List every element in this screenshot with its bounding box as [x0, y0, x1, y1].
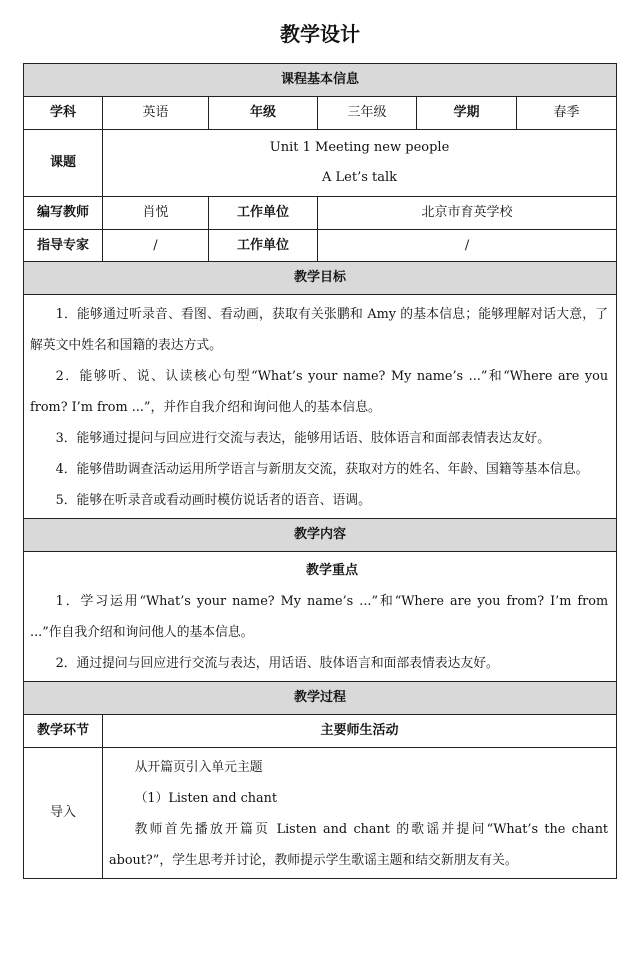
key-points-label: 教学重点	[306, 563, 359, 578]
content-body	[24, 552, 617, 682]
teacher-value: 肖悦	[103, 197, 209, 230]
goal-item-5: 5．能够在听录音或看动画时模仿说话者的语音、语调。	[55, 493, 371, 508]
activity-line-2: （1）Listen and chant	[134, 791, 278, 806]
goal-item-1: 1．能够通过听录音、看图、看动画，获取有关张鹏和 Amy 的基本信息；能够理解对话大意，了解英文中姓名和国籍的表达方式。	[30, 307, 609, 353]
topic-line-2: A Let’s talk	[322, 170, 398, 185]
activity-line-1: 从开篇页引入单元主题	[134, 760, 263, 775]
subject-label: 学科	[24, 97, 103, 130]
topic-label: 课题	[24, 130, 103, 197]
section-header-process: 教学过程	[24, 682, 617, 715]
activity-column-header: 主要师生活动	[103, 715, 617, 748]
expert-label: 指导专家	[24, 230, 103, 262]
teacher-unit-label: 工作单位	[209, 197, 318, 230]
section-header-content: 教学内容	[24, 519, 617, 552]
section-header-goals: 教学目标	[24, 262, 617, 295]
goal-item-3: 3．能够通过提问与回应进行交流与表达，能够用话语、肢体语言和面部表情表达友好。	[55, 431, 551, 446]
section-header-basic-info: 课程基本信息	[24, 64, 617, 97]
grade-value: 三年级	[318, 97, 417, 130]
expert-unit-value: /	[318, 230, 617, 262]
subject-value: 英语	[103, 97, 209, 130]
activity-line-3: 教师首先播放开篇页 Listen and chant 的歌谣并提问“What’s the chant about?”，学生思考并讨论，教师提示学生歌谣主题和结交新朋友有关。	[109, 822, 609, 868]
topic-line-1: Unit 1 Meeting new people	[269, 140, 450, 155]
goal-item-2: 2．能够听、说、认读核心句型“What’s your name? My name’s ...”和“Where are you from? I’m from ...”，并作自我介绍和询问他人的基本信息。	[30, 369, 609, 415]
topic-value	[103, 130, 617, 197]
expert-unit-label: 工作单位	[209, 230, 318, 262]
key-point-1: 1．学习运用“What’s your name? My name’s ...”和“Where are you from? I’m from ...”作自我介绍和询问他人的基本信息。	[30, 594, 609, 640]
teacher-unit-value: 北京市育英学校	[318, 197, 617, 230]
expert-value: /	[103, 230, 209, 262]
term-value: 春季	[517, 97, 617, 130]
term-label: 学期	[417, 97, 517, 130]
grade-label: 年级	[209, 97, 318, 130]
stage-intro: 导入	[24, 748, 103, 879]
goal-item-4: 4．能够借助调查活动运用所学语言与新朋友交流，获取对方的姓名、年龄、国籍等基本信息。	[55, 462, 589, 477]
key-point-2: 2．通过提问与回应进行交流与表达，用话语、肢体语言和面部表情表达友好。	[55, 656, 499, 671]
stage-column-header: 教学环节	[24, 715, 103, 748]
document-title: 教学设计	[280, 22, 360, 46]
teacher-label: 编写教师	[24, 197, 103, 230]
intro-activities	[103, 748, 617, 879]
lesson-plan-table	[23, 63, 617, 879]
goals-body	[24, 295, 617, 519]
